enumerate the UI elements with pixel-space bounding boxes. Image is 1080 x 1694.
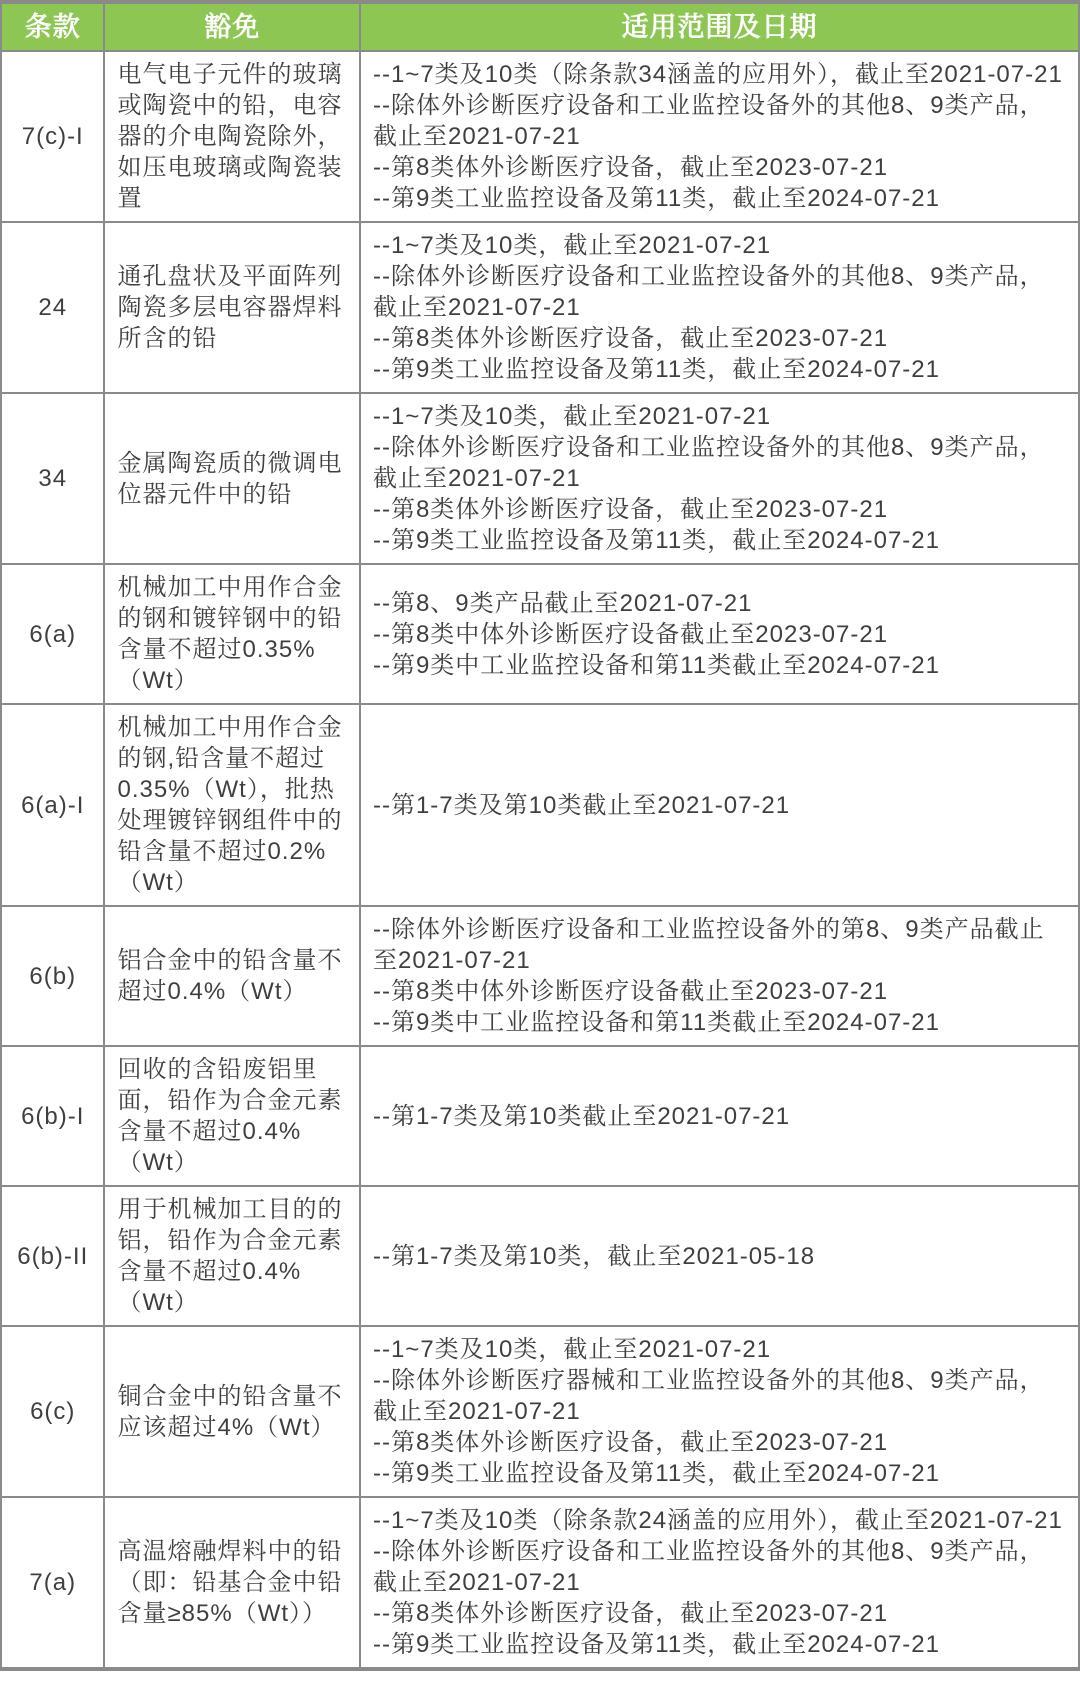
exemption-cell: 铝合金中的铅含量不超过0.4%（Wt）	[104, 906, 359, 1046]
clause-cell: 7(c)-I	[1, 51, 104, 222]
table-row	[1, 1046, 1079, 1186]
scope-cell	[360, 1186, 1079, 1326]
exemption-cell: 用于机械加工目的的铝，铅作为合金元素含量不超过0.4%（Wt）	[104, 1186, 359, 1326]
scope-line: --第8类体外诊断医疗设备，截止至2023-07-21	[372, 154, 889, 181]
clause-cell: 6(b)-I	[1, 1046, 104, 1186]
table-row	[1, 906, 1079, 1046]
table-row	[1, 393, 1079, 564]
exemption-cell: 回收的含铅废铝里面，铅作为合金元素含量不超过0.4%（Wt）	[104, 1046, 359, 1186]
clause-cell: 34	[1, 393, 104, 564]
scope-line: --第9类工业监控设备及第11类，截止至2024-07-21	[372, 1460, 940, 1487]
scope-line: --1~7类及10类，截止至2021-07-21	[372, 403, 772, 430]
table-row	[1, 222, 1079, 393]
table-row	[1, 51, 1079, 222]
scope-line: --除体外诊断医疗设备和工业监控设备外的其他8、9类产品，截止至2021-07-21	[372, 92, 1045, 150]
exemption-cell: 金属陶瓷质的微调电位器元件中的铅	[104, 393, 359, 564]
scope-line: --除体外诊断医疗设备和工业监控设备外的其他8、9类产品，截止至2021-07-21	[372, 1538, 1045, 1596]
scope-line: --第9类工业监控设备及第11类，截止至2024-07-21	[372, 1631, 940, 1658]
scope-line: --第1-7类及第10类截止至2021-07-21	[372, 1102, 791, 1130]
scope-cell	[360, 1046, 1079, 1186]
scope-cell	[360, 1326, 1079, 1497]
scope-line: --第9类中工业监控设备和第11类截止至2024-07-21	[372, 651, 940, 679]
table-row	[1, 704, 1079, 906]
scope-cell	[360, 564, 1079, 704]
scope-line: --第8类体外诊断医疗设备，截止至2023-07-21	[372, 1600, 889, 1627]
scope-line: --1~7类及10类，截止至2021-07-21	[372, 1336, 772, 1363]
scope-line: --除体外诊断医疗器械和工业监控设备外的其他8、9类产品，截止至2021-07-21	[372, 1367, 1045, 1425]
scope-cell	[360, 1497, 1079, 1669]
scope-line: --第1-7类及第10类，截止至2021-05-18	[372, 1242, 816, 1270]
table-row	[1, 1326, 1079, 1497]
table-body	[1, 51, 1079, 1669]
scope-cell	[360, 906, 1079, 1046]
header-row	[1, 2, 1079, 51]
clause-cell: 6(b)-II	[1, 1186, 104, 1326]
clause-cell: 6(c)	[1, 1326, 104, 1497]
header-cell-clause: 条款	[1, 2, 104, 51]
exemption-cell: 电气电子元件的玻璃或陶瓷中的铅，电容器的介电陶瓷除外，如压电玻璃或陶瓷装置	[104, 51, 359, 222]
scope-line: --第9类工业监控设备及第11类，截止至2024-07-21	[372, 527, 940, 554]
scope-line: --第9类工业监控设备及第11类，截止至2024-07-21	[372, 356, 940, 383]
clause-cell: 6(a)-I	[1, 704, 104, 906]
scope-line: --除体外诊断医疗设备和工业监控设备外的其他8、9类产品，截止至2021-07-21	[372, 434, 1045, 492]
table-row	[1, 1186, 1079, 1326]
table-row	[1, 1497, 1079, 1669]
header-cell-exemption: 豁免	[104, 2, 359, 51]
scope-line: --第8、9类产品截止至2021-07-21	[372, 589, 753, 617]
exemption-cell: 机械加工中用作合金的钢,铅含量不超过0.35%（Wt），批热处理镀锌钢组件中的铅含量不超过0.2%（Wt）	[104, 704, 359, 906]
scope-line: --1~7类及10类，截止至2021-07-21	[372, 232, 772, 259]
scope-line: --第8类体外诊断医疗设备，截止至2023-07-21	[372, 1429, 889, 1456]
scope-line: --第9类中工业监控设备和第11类截止至2024-07-21	[372, 1009, 940, 1036]
scope-cell	[360, 393, 1079, 564]
exemption-cell: 机械加工中用作合金的钢和镀锌钢中的铅含量不超过0.35%（Wt）	[104, 564, 359, 704]
scope-line: --1~7类及10类（除条款34涵盖的应用外），截止至2021-07-21	[372, 61, 1063, 88]
scope-cell	[360, 51, 1079, 222]
scope-cell	[360, 222, 1079, 393]
scope-line: --第8类体外诊断医疗设备，截止至2023-07-21	[372, 325, 889, 352]
scope-line: --第8类中体外诊断医疗设备截止至2023-07-21	[372, 620, 889, 648]
clause-cell: 7(a)	[1, 1497, 104, 1669]
scope-line: --1~7类及10类（除条款24涵盖的应用外），截止至2021-07-21	[372, 1507, 1063, 1534]
clause-cell: 24	[1, 222, 104, 393]
scope-line: --第1-7类及第10类截止至2021-07-21	[372, 791, 791, 819]
table-row	[1, 564, 1079, 704]
exemption-cell: 通孔盘状及平面阵列陶瓷多层电容器焊料所含的铅	[104, 222, 359, 393]
scope-line: --第9类工业监控设备及第11类，截止至2024-07-21	[372, 185, 940, 212]
exemption-cell: 高温熔融焊料中的铅（即：铅基合金中铅含量≥85%（Wt））	[104, 1497, 359, 1669]
header-cell-scope: 适用范围及日期	[360, 2, 1079, 51]
scope-line: --第8类体外诊断医疗设备，截止至2023-07-21	[372, 496, 889, 523]
scope-line: --除体外诊断医疗设备和工业监控设备外的其他8、9类产品，截止至2021-07-21	[372, 263, 1045, 321]
exemption-cell: 铜合金中的铅含量不应该超过4%（Wt）	[104, 1326, 359, 1497]
scope-cell	[360, 704, 1079, 906]
clause-cell: 6(b)	[1, 906, 104, 1046]
scope-line: --除体外诊断医疗设备和工业监控设备外的第8、9类产品截止至2021-07-21	[372, 916, 1045, 974]
clause-cell: 6(a)	[1, 564, 104, 704]
scope-line: --第8类中体外诊断医疗设备截止至2023-07-21	[372, 978, 889, 1005]
